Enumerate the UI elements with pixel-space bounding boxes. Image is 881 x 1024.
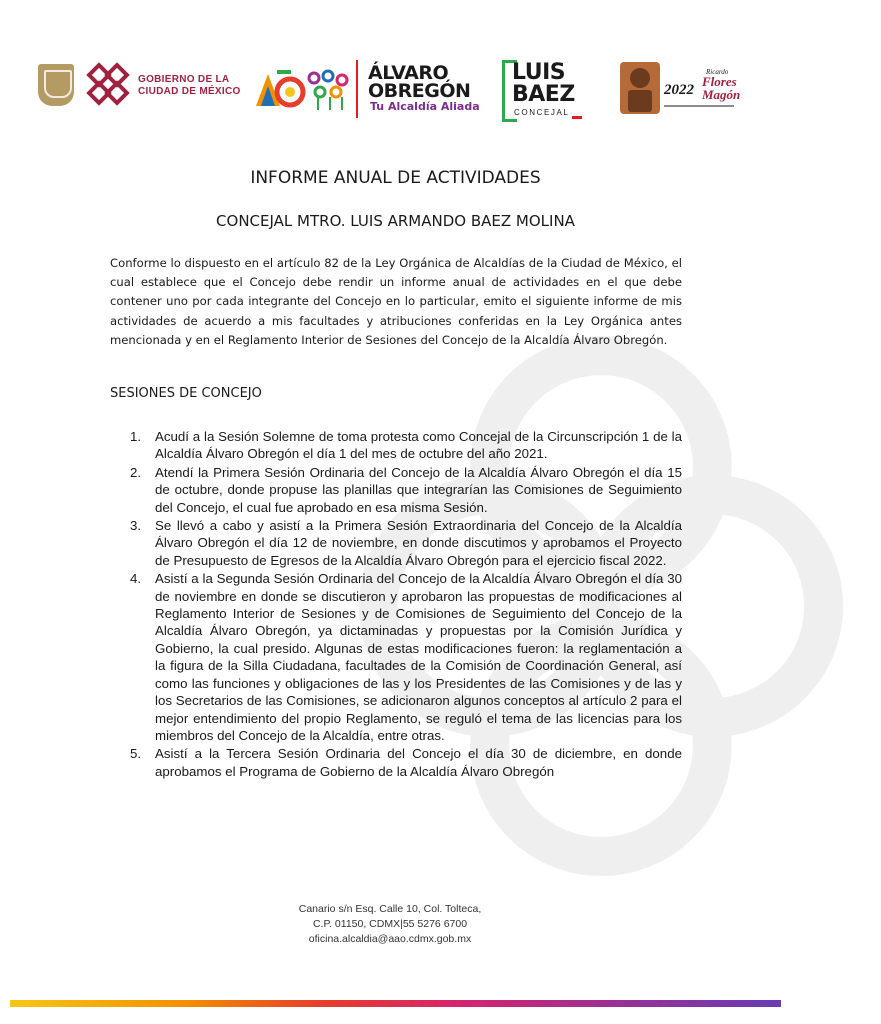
footer-line2: C.P. 01150, CDMX|55 5276 6700 (312, 918, 468, 930)
item-text: Asistí a la Tercera Sesión Ordinaria del Concejo el día 30 de diciembre, en donde aprobamos el Programa de Gobierno de la Alcaldía Álvaro Obregón (155, 746, 682, 779)
cdmx-logo-icon (86, 62, 130, 106)
item-text: Acudí a la Sesión Solemne de toma protesta como Concejal de la Circunscripción 1 de la Alcaldía Álvaro Obregón el día 1 del mes de octubre del año 2021. (155, 429, 682, 462)
alcaldia-line2: OBREGÓN (368, 80, 471, 102)
item-text: Asistí a la Segunda Sesión Ordinaria del Concejo de la Alcaldía Álvaro Obregón el día 30 de noviembre en donde se discutieron y aprobaron las propuestas de modificaciones al Reglamento Interior de Sesiones y de Comisiones de Seguimiento del Concejo de la Alcaldía Álvaro Obregón, ya dictaminadas y propuestas por la Comisión Jurídica y Gobierno, la cual presido. Algunas de estas modificaciones fueron: la reglamentación a la figura de la Silla Ciudadana, facultades de la Comisión de Coordinación General, así como las funciones y obligaciones de las y los Presidentes de las Comisiones y de las y los Secretarios de las Comisiones, se adicionaron algunos conceptos al artículo 2 para el mejor entendimiento del propio Reglamento, se reguló el tema de las licencias para los miembros del Concejo de la Alcaldía, entre otras. (155, 571, 682, 743)
cdmx-text-line1: GOBIERNO DE LA (138, 74, 230, 85)
item-number: 2. (130, 464, 142, 480)
alcaldia-logo-text (368, 64, 470, 100)
item-number: 5. (130, 746, 142, 762)
anniversary-logo-icon (252, 66, 352, 112)
year-text: 2022 (664, 82, 694, 98)
header-logos (0, 52, 791, 132)
concejal-name-line1: LUIS (512, 60, 566, 85)
concejal-logo-role: CONCEJAL (514, 108, 570, 117)
list-item (130, 745, 682, 780)
section-heading: SESIONES DE CONCEJO (110, 386, 262, 401)
list-item (130, 428, 682, 463)
cdmx-text-line2: CIUDAD DE MÉXICO (138, 86, 241, 97)
list-item (130, 570, 682, 744)
coat-of-arms-icon (38, 64, 74, 106)
logo-divider (356, 60, 358, 118)
footer-gradient-bar (10, 1000, 781, 1007)
intro-paragraph: Conforme lo dispuesto en el artículo 82 de la Ley Orgánica de Alcaldías de la Ciudad de México, el cual establece que el Concejo debe rendir un informe anual de actividades en el que debe contener uno por cada integrante del Concejo en lo particular, emito el siguiente informe de mis actividades de acuerdo a mis facultades y atribuciones conferidas en la Ley Orgánica antes mencionada y en el Reglamento Interior de Sesiones del Concejo de la Alcaldía Álvaro Obregón. (110, 256, 682, 347)
activities-list (130, 428, 682, 781)
item-text: Se llevó a cabo y asistí a la Primera Sesión Extraordinaria del Concejo de la Alcaldía Álvaro Obregón el día 12 de noviembre, en donde discutimos y aprobamos el Proyecto de Presupuesto de Egresos de la Alcaldía Álvaro Obregón para el ejercicio fiscal 2022. (155, 518, 682, 568)
year-2022-logo (618, 58, 741, 118)
cdmx-logo-text (138, 74, 241, 98)
list-item (130, 464, 682, 516)
item-number: 4. (130, 571, 142, 587)
alcaldia-line1: ÁLVARO (368, 62, 449, 84)
year-logo-name-line2: Flores (702, 74, 737, 89)
item-number: 1. (130, 429, 142, 444)
item-number: 3. (130, 518, 142, 534)
footer-line1: Canario s/n Esq. Calle 10, Col. Tolteca, (298, 903, 482, 915)
document-subtitle: CONCEJAL MTRO. LUIS ARMANDO BAEZ MOLINA (216, 212, 575, 230)
alcaldia-tagline: Tu Alcaldía Aliada (370, 100, 480, 113)
footer-email[interactable]: oficina.alcaldia@aao.cdmx.gob.mx (308, 933, 472, 945)
concejal-logo-name (512, 62, 575, 106)
year-logo-name-line1: Ricardo (706, 68, 729, 76)
list-item (130, 517, 682, 569)
document-title: INFORME ANUAL DE ACTIVIDADES (250, 168, 541, 188)
footer-address (230, 902, 550, 947)
concejal-logo-accent (572, 116, 582, 119)
year-logo-name-line3: Magón (702, 87, 741, 102)
item-text: Atendí la Primera Sesión Ordinaria del Concejo de la Alcaldía Álvaro Obregón el día 15 de octubre, donde propuse las planillas que integrarían las Comisiones de Seguimiento del Concejo, el cual fue aprobado en esa misma Sesión. (155, 464, 682, 515)
concejal-name-line2: BAEZ (512, 82, 575, 107)
